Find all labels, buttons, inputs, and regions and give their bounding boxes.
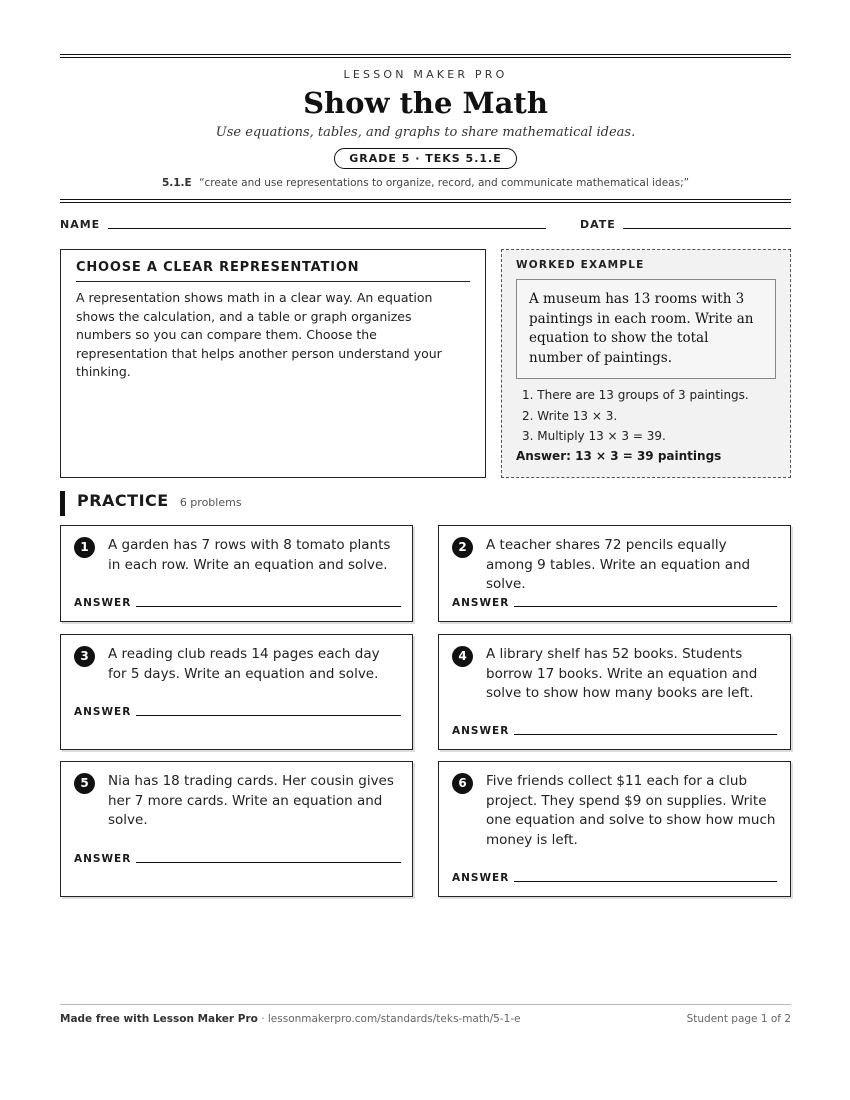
name-date-row <box>60 216 791 236</box>
problem-card-3 <box>60 634 413 750</box>
footer-made-with: Made free with Lesson Maker Pro <box>60 1013 258 1025</box>
problem-card-6 <box>438 761 791 897</box>
problem-number: 3 <box>74 646 95 667</box>
answer-field[interactable] <box>514 606 777 607</box>
problem-text: A teacher shares 72 pencils equally among 9 tables. Write an equation and solve. <box>486 537 751 592</box>
problem-card-5 <box>60 761 413 897</box>
standard-line <box>60 177 791 189</box>
worked-example-answer: Answer: 13 × 3 = 39 paintings <box>516 448 722 463</box>
problem-number: 1 <box>74 537 95 558</box>
standard-text: “create and use representations to organize, record, and communicate mathematical ideas;” <box>199 177 690 189</box>
problem-card-4 <box>438 634 791 750</box>
problem-number: 4 <box>452 646 473 667</box>
worked-example-box <box>501 249 791 478</box>
name-label: NAME <box>60 218 101 231</box>
page-subtitle: Use equations, tables, and graphs to share mathematical ideas. <box>215 125 636 140</box>
representation-heading: CHOOSE A CLEAR REPRESENTATION <box>76 260 470 282</box>
answer-field[interactable] <box>136 715 401 716</box>
problem-text: A garden has 7 rows with 8 tomato plants in each row. Write an equation and solve. <box>108 537 391 573</box>
answer-label: ANSWER <box>74 853 132 865</box>
problem-number: 2 <box>452 537 473 558</box>
brand-label: LESSON MAKER PRO <box>343 68 508 81</box>
practice-title: PRACTICE <box>77 491 169 510</box>
problem-text: Nia has 18 trading cards. Her cousin gives her 7 more cards. Write an equation and solve. <box>108 773 394 828</box>
worked-example-step: 2. Write 13 × 3. <box>522 408 618 423</box>
problem-card-1 <box>60 525 413 622</box>
standard-code: 5.1.E <box>161 177 192 189</box>
answer-field[interactable] <box>514 734 777 735</box>
footer-page-number: Student page 1 of 2 <box>686 1013 791 1025</box>
problem-number: 5 <box>74 773 95 794</box>
practice-count: 6 problems <box>179 496 242 509</box>
answer-field[interactable] <box>136 606 401 607</box>
answer-field[interactable] <box>514 881 777 882</box>
answer-label: ANSWER <box>452 725 510 737</box>
problem-card-2 <box>438 525 791 622</box>
practice-header <box>60 491 242 516</box>
date-field[interactable] <box>623 228 791 229</box>
representation-box <box>60 249 486 478</box>
problem-text: A library shelf has 52 books. Students borrow 17 books. Write an equation and solve to show how many books are left. <box>486 646 758 701</box>
page-footer <box>60 1004 791 1025</box>
footer-url[interactable]: · lessonmakerpro.com/standards/teks-math/5-1-e <box>257 1013 521 1025</box>
date-label: DATE <box>580 218 616 231</box>
worked-example-steps <box>516 385 776 447</box>
worked-example-step: 3. Multiply 13 × 3 = 39. <box>522 429 666 443</box>
representation-body: A representation shows math in a clear way. An equation shows the calculation, and a table or graph organizes numbers so you can compare them. Choose the representation that helps another person understand your thinking. <box>76 290 442 379</box>
header-bottom-rule <box>60 199 791 203</box>
problem-text: Five friends collect $11 each for a club project. They spend $9 on supplies. Write one equation and solve to show how much money is left. <box>486 773 776 848</box>
answer-label: ANSWER <box>452 872 510 884</box>
page-title: Show the Math <box>303 86 548 120</box>
answer-label: ANSWER <box>452 597 510 609</box>
problem-number: 6 <box>452 773 473 794</box>
answer-field[interactable] <box>136 862 401 863</box>
worked-example-heading: WORKED EXAMPLE <box>516 259 645 271</box>
answer-label: ANSWER <box>74 597 132 609</box>
problem-text: A reading club reads 14 pages each day for 5 days. Write an equation and solve. <box>108 646 380 682</box>
name-field[interactable] <box>108 228 546 229</box>
grade-badge: GRADE 5 · TEKS 5.1.E <box>334 148 516 169</box>
top-double-rule <box>60 54 791 58</box>
worked-example-problem: A museum has 13 rooms with 3 paintings in each room. Write an equation to show the total number of paintings. <box>516 279 776 379</box>
worked-example-step: 1. There are 13 groups of 3 paintings. <box>522 388 749 402</box>
worksheet-page <box>60 54 791 1054</box>
answer-label: ANSWER <box>74 706 132 718</box>
